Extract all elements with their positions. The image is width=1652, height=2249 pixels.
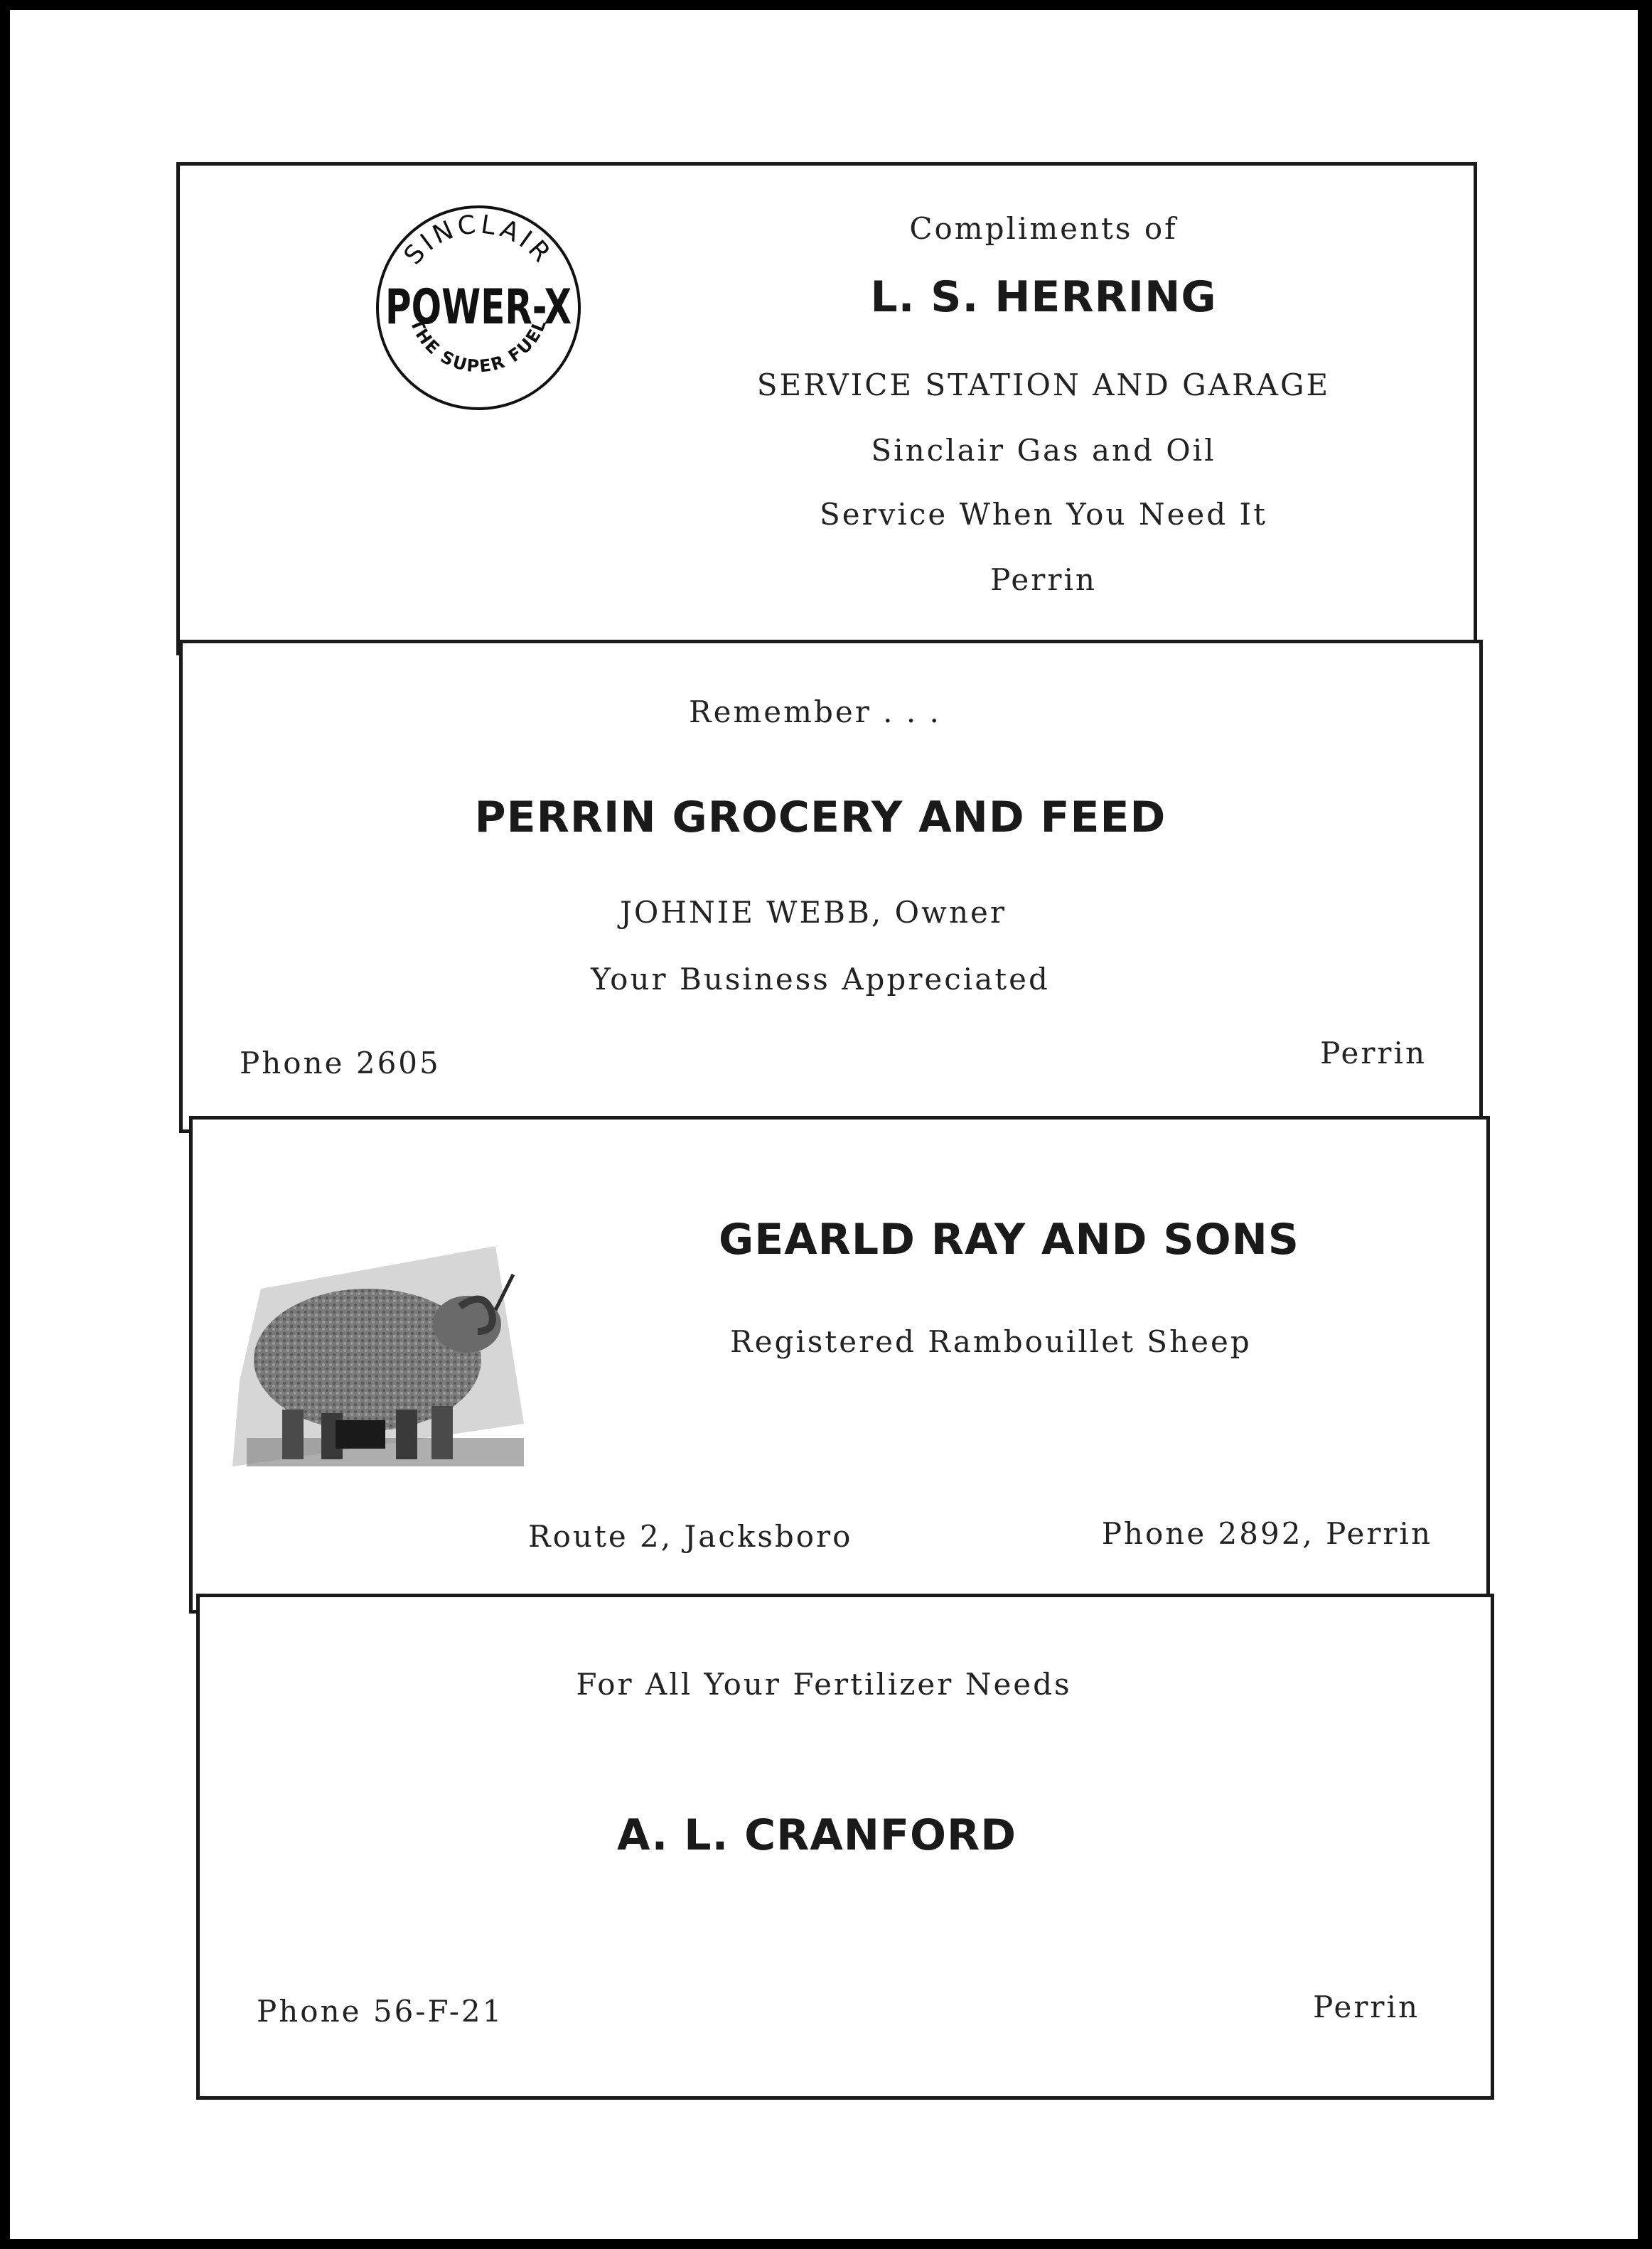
ad-ls-herring: [176, 162, 1477, 655]
phone-number: Phone 56-F-21: [257, 1994, 504, 2029]
svg-text:SINCLAIR: SINCLAIR: [398, 210, 559, 271]
ad-perrin-grocery: [179, 640, 1483, 1133]
ad-line: Perrin: [990, 562, 1097, 597]
business-name: PERRIN GROCERY AND FEED: [474, 793, 1166, 842]
svg-text:THE SUPER FUEL: THE SUPER FUEL: [406, 316, 551, 377]
sinclair-power-x-logo: [372, 201, 585, 414]
ad-line: SERVICE STATION AND GARAGE: [756, 367, 1331, 402]
svg-text:POWER-X: POWER-X: [385, 279, 572, 336]
town: Perrin: [1313, 1990, 1420, 2024]
address: Route 2, Jacksboro: [528, 1519, 853, 1554]
business-name: A. L. CRANFORD: [616, 1810, 1017, 1860]
business-name: L. S. HERRING: [870, 272, 1217, 322]
phone-number: Phone 2605: [240, 1046, 441, 1080]
town: Perrin: [1320, 1036, 1427, 1070]
ad-intro: Compliments of: [909, 211, 1178, 246]
ad-line: Registered Rambouillet Sheep: [730, 1324, 1252, 1359]
ad-line: Service When You Need It: [820, 497, 1267, 532]
ad-line: JOHNIE WEBB, Owner: [620, 895, 1007, 930]
ad-line: Your Business Appreciated: [591, 962, 1050, 997]
ad-gearld-ray: [189, 1116, 1490, 1614]
ad-al-cranford: [196, 1594, 1494, 2100]
ad-line: Sinclair Gas and Oil: [871, 433, 1216, 468]
ad-intro: For All Your Fertilizer Needs: [576, 1667, 1072, 1702]
ad-intro: Remember . . .: [689, 694, 941, 729]
phone-number: Phone 2892, Perrin: [1101, 1516, 1432, 1551]
page: [10, 10, 1638, 2239]
ram-sheep-photo: [232, 1239, 531, 1466]
business-name: GEARLD RAY AND SONS: [719, 1215, 1300, 1265]
